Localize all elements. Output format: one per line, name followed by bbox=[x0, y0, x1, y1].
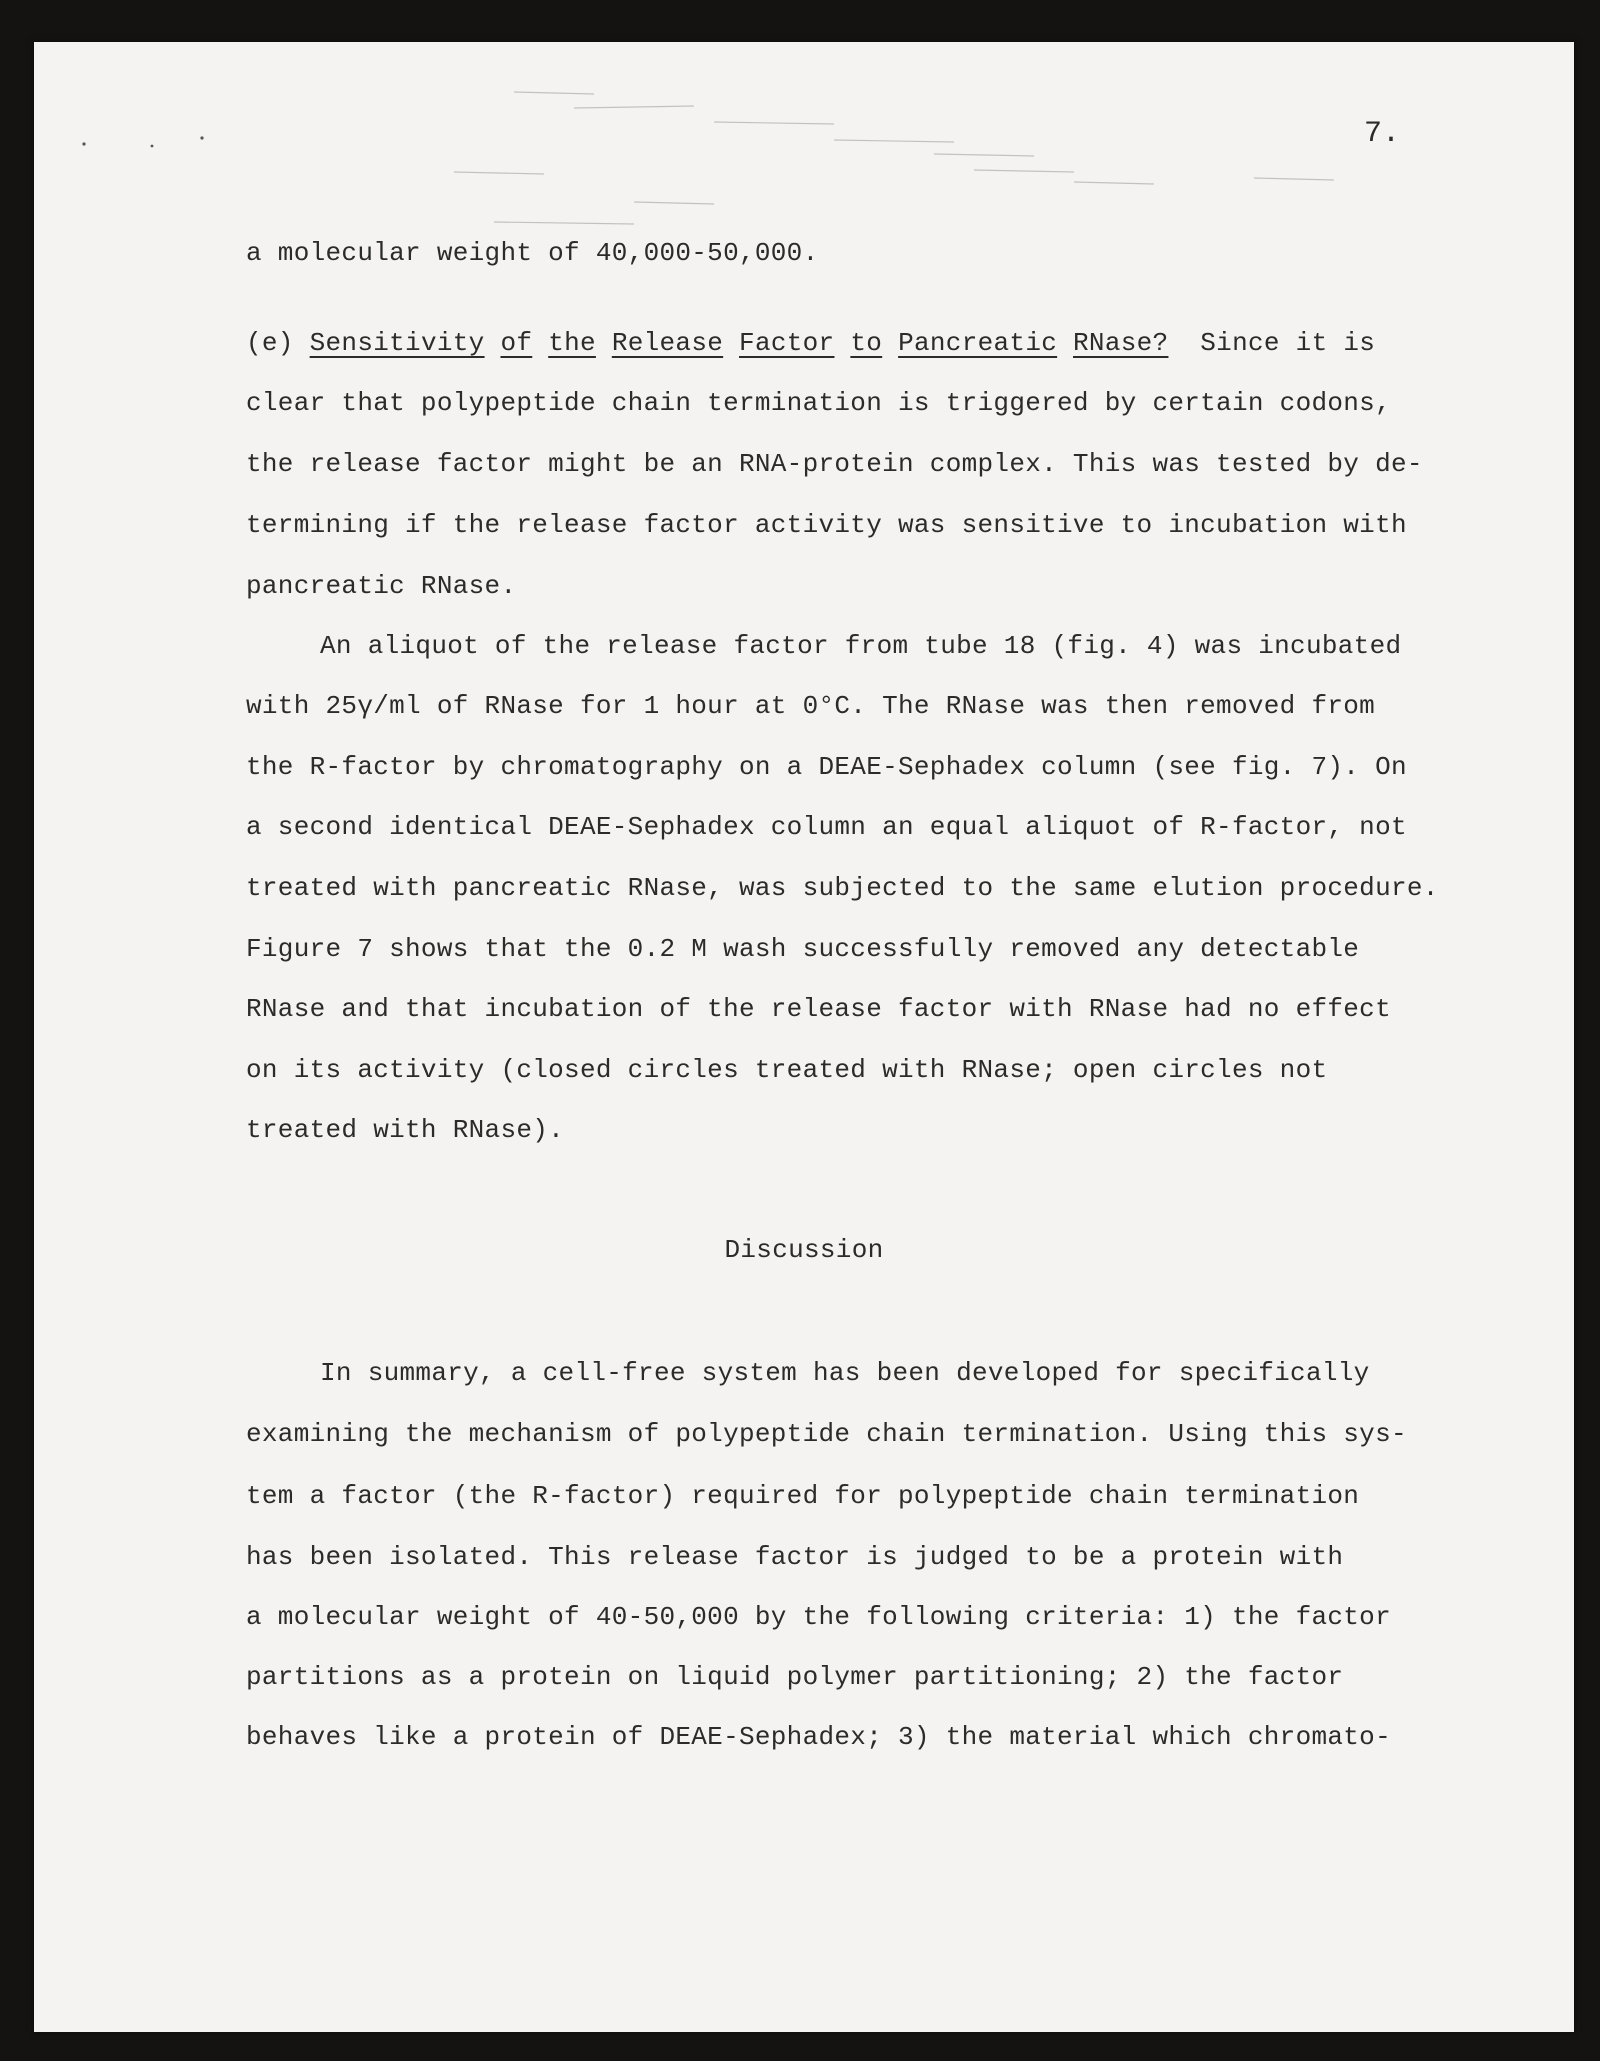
heading-line-rest: Since it is bbox=[1200, 328, 1376, 358]
paragraph-line: the R-factor by chromatography on a DEAE-Sephadex column (see fig. 7). On bbox=[246, 752, 1407, 782]
paragraph-line: a second identical DEAE-Sephadex column an equal aliquot of R-factor, not bbox=[246, 812, 1407, 842]
section-label: (e) bbox=[246, 328, 294, 358]
heading-word: Factor bbox=[739, 328, 835, 358]
paragraph-line: RNase and that incubation of the release factor with RNase had no effect bbox=[246, 994, 1391, 1024]
paragraph-line: treated with RNase). bbox=[246, 1115, 565, 1145]
heading-word: Sensitivity bbox=[309, 328, 485, 358]
paragraph-line: a molecular weight of 40-50,000 by the following criteria: 1) the factor bbox=[246, 1602, 1391, 1632]
heading-word: RNase? bbox=[1073, 328, 1169, 358]
discussion-heading: Discussion bbox=[724, 1235, 884, 1265]
paragraph-line: termining if the release factor activity was sensitive to incubation with bbox=[246, 510, 1407, 540]
paragraph-line: In summary, a cell-free system has been developed for specifically bbox=[320, 1358, 1370, 1388]
paragraph-line: with 25γ/ml of RNase for 1 hour at 0°C. The RNase was then removed from bbox=[246, 691, 1376, 721]
paragraph-line: behaves like a protein of DEAE-Sephadex; 3) the material which chromato- bbox=[246, 1722, 1391, 1752]
heading-word: Release bbox=[611, 328, 724, 358]
section-e-heading-line bbox=[246, 328, 1375, 358]
paragraph-line: a molecular weight of 40,000-50,000. bbox=[246, 238, 819, 268]
paragraph-line: An aliquot of the release factor from tube 18 (fig. 4) was incubated bbox=[320, 631, 1402, 661]
heading-word: the bbox=[548, 328, 596, 358]
page-number: 7. bbox=[1364, 117, 1401, 151]
heading-word: of bbox=[500, 328, 533, 358]
paragraph-line: examining the mechanism of polypeptide chain termination. Using this sys- bbox=[246, 1419, 1407, 1449]
paragraph-line: clear that polypeptide chain termination is triggered by certain codons, bbox=[246, 388, 1391, 418]
paragraph-line: treated with pancreatic RNase, was subjected to the same elution procedure. bbox=[246, 873, 1439, 903]
paragraph-line: Figure 7 shows that the 0.2 M wash successfully removed any detectable bbox=[246, 934, 1360, 964]
heading-word: to bbox=[850, 328, 883, 358]
heading-word: Pancreatic bbox=[898, 328, 1058, 358]
paragraph-line: pancreatic RNase. bbox=[246, 571, 517, 601]
document-page bbox=[34, 42, 1574, 2032]
paragraph-line: the release factor might be an RNA-protein complex. This was tested by de- bbox=[246, 449, 1423, 479]
paragraph-line: tem a factor (the R-factor) required for polypeptide chain termination bbox=[246, 1481, 1360, 1511]
paragraph-line: partitions as a protein on liquid polymer partitioning; 2) the factor bbox=[246, 1662, 1344, 1692]
paragraph-line: on its activity (closed circles treated with RNase; open circles not bbox=[246, 1055, 1328, 1085]
paragraph-line: has been isolated. This release factor is judged to be a protein with bbox=[246, 1542, 1344, 1572]
